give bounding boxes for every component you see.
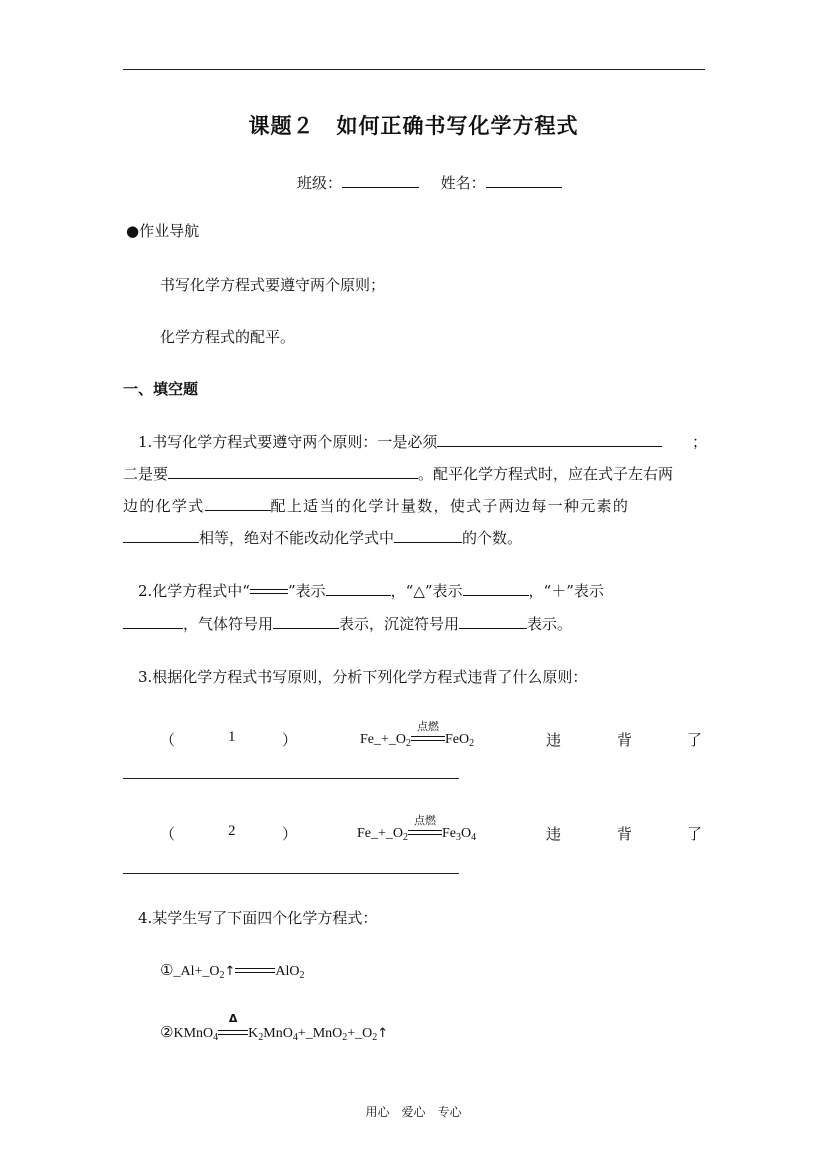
guide-item-text: 化学方程式的配平。 <box>160 328 296 346</box>
subscript: 2 <box>406 738 412 749</box>
q2-blank-3[interactable] <box>123 613 183 629</box>
subscript: 2 <box>469 738 475 749</box>
q1-line-2 <box>123 463 673 484</box>
q1-line-3 <box>123 495 629 516</box>
q4-equation-2 <box>160 1012 389 1043</box>
subscript: 2 <box>258 1032 264 1043</box>
section-heading <box>123 378 198 399</box>
guide-item-2 <box>160 326 295 347</box>
q3-item-2 <box>160 814 705 847</box>
subscript: 4 <box>292 1032 298 1043</box>
guide-heading <box>126 220 199 241</box>
q2-text: ”表示 <box>287 582 326 600</box>
name-label: 姓名： <box>440 174 486 192</box>
reactant: KMnO <box>173 1026 214 1041</box>
q2-line-1 <box>138 580 604 601</box>
subscript: 3 <box>456 832 462 843</box>
paren-open: （ <box>160 731 176 749</box>
q1-punct: ； <box>692 433 708 451</box>
q1-blank-4[interactable] <box>123 527 199 543</box>
subscript: 4 <box>471 832 477 843</box>
q2-text: ，“△”表示 <box>390 582 463 600</box>
q2-line-2 <box>123 613 572 634</box>
footer-text: 用心 爱心 专心 <box>365 1105 462 1119</box>
q2-blank-1[interactable] <box>326 580 391 596</box>
item-number: 2 <box>228 823 236 839</box>
subscript: 2 <box>342 1032 348 1043</box>
q2-text: 表示，沉淀符号用 <box>339 615 460 633</box>
q2-blank-5[interactable] <box>459 613 527 629</box>
q3-text: 3.根据化学方程式书写原则，分析下列化学方程式违背了什么原则： <box>138 668 588 686</box>
circled-number-1: ① <box>160 961 174 979</box>
q4-equation-1 <box>160 961 305 980</box>
q1-blank-5[interactable] <box>394 527 462 543</box>
product: +_MnO <box>297 1026 343 1041</box>
q1-text: 1.书写化学方程式要遵守两个原则：一是必须 <box>138 433 438 451</box>
section-heading-text: 一、填空题 <box>123 380 199 398</box>
q3-item-1 <box>160 720 705 753</box>
violate-3: 了 <box>687 731 703 749</box>
reaction-condition: 点燃 <box>414 814 437 827</box>
circled-number-2: ② <box>160 1023 174 1041</box>
subscript: 4 <box>213 1032 219 1043</box>
title-text: 课题２ 如何正确书写化学方程式 <box>248 113 579 138</box>
q1-blank-3[interactable] <box>205 495 271 511</box>
violate-1: 违 <box>546 825 562 843</box>
header-rule <box>123 69 705 70</box>
equation-2 <box>357 814 477 843</box>
product: Fe <box>442 826 457 841</box>
q1-text: 相等，绝对不能改动化学式中 <box>199 529 395 547</box>
q2-blank-2[interactable] <box>463 580 529 596</box>
paren-open: （ <box>160 825 176 843</box>
subscript: 2 <box>372 1032 378 1043</box>
product: FeO <box>445 732 470 747</box>
equation-1 <box>360 720 475 749</box>
paren-close: ） <box>282 731 298 749</box>
gas-arrow-icon: ↑ <box>224 964 236 979</box>
page-title <box>0 110 827 140</box>
product: AlO <box>275 964 300 979</box>
q3-answer-line-2[interactable] <box>123 873 459 874</box>
name-blank[interactable] <box>486 172 562 188</box>
q1-text: 二是要 <box>123 465 169 483</box>
q1-blank-1[interactable] <box>437 431 662 447</box>
reaction-equals-icon <box>408 814 442 839</box>
reactants: _Al+_O <box>173 964 220 979</box>
guide-item-1 <box>160 274 385 295</box>
q1-text: 配上适当的化学计量数，使式子两边每一种元素的 <box>270 497 630 515</box>
reaction-equals-icon <box>411 720 445 745</box>
q3-prompt <box>138 666 587 687</box>
reaction-equals-icon <box>218 1012 248 1039</box>
q1-line-1 <box>138 431 662 452</box>
guide-heading-text: ●作业导航 <box>126 222 200 240</box>
violate-2: 背 <box>617 825 633 843</box>
class-blank[interactable] <box>342 172 419 188</box>
q4-text: 4.某学生写了下面四个化学方程式： <box>138 909 378 927</box>
q3-answer-line-1[interactable] <box>123 778 459 779</box>
q2-text: ，“＋”表示 <box>528 582 604 600</box>
class-label: 班级： <box>297 174 343 192</box>
paren-close: ） <box>282 825 298 843</box>
gas-arrow-icon: ↑ <box>377 1026 389 1041</box>
product: MnO <box>263 1026 293 1041</box>
q1-text: 边的化学式 <box>123 497 205 515</box>
reaction-condition: 点燃 <box>417 720 440 733</box>
page-footer <box>0 1103 827 1120</box>
product: O <box>461 826 472 841</box>
student-info <box>297 172 562 193</box>
equals-sign-icon <box>250 584 288 598</box>
q4-prompt <box>138 907 377 928</box>
q1-text: 。配平化学方程式时，应在式子左右两 <box>418 465 674 483</box>
violate-1: 违 <box>546 731 562 749</box>
q2-text: ，气体符号用 <box>183 615 274 633</box>
q1-text: 的个数。 <box>462 529 523 547</box>
product: K <box>248 1026 259 1041</box>
q1-line-4 <box>123 527 522 548</box>
heat-condition: Δ <box>228 1012 238 1025</box>
violate-3: 了 <box>687 825 703 843</box>
reaction-equals-icon <box>235 963 275 977</box>
reactants: Fe_+_O <box>357 826 404 841</box>
q2-blank-4[interactable] <box>273 613 339 629</box>
q1-semicolon <box>692 431 707 452</box>
reactants: Fe_+_O <box>360 732 407 747</box>
violate-2: 背 <box>617 731 633 749</box>
guide-item-text: 书写化学方程式要遵守两个原则； <box>160 276 386 294</box>
subscript: 2 <box>299 970 305 981</box>
subscript: 2 <box>219 970 225 981</box>
q1-blank-2[interactable] <box>168 463 418 479</box>
item-number: 1 <box>228 729 236 745</box>
subscript: 2 <box>403 832 409 843</box>
product: +_O <box>347 1026 373 1041</box>
q2-text: 2.化学方程式中“ <box>138 582 250 600</box>
q2-text: 表示。 <box>527 615 573 633</box>
